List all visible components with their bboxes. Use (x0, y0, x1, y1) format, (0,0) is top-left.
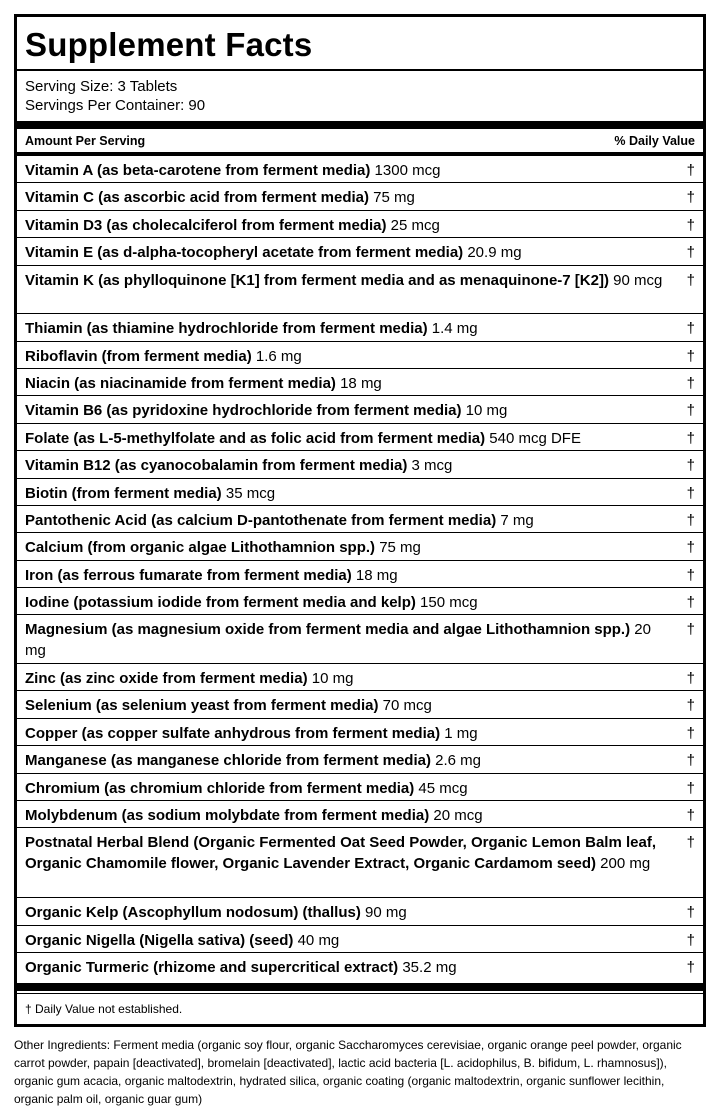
nutrient-name: Folate (as L-5-methylfolate and as folic acid from ferment media) (25, 429, 486, 447)
nutrient-name: Zinc (as zinc oxide from ferment media) (25, 670, 308, 688)
nutrient-description (25, 668, 685, 689)
nutrient-amount: 1 mg (440, 724, 478, 742)
nutrient-amount: 1.4 mg (427, 320, 478, 338)
nutrient-row (17, 506, 703, 533)
nutrient-name: Vitamin C (as ascorbic acid from ferment media) (25, 189, 369, 207)
nutrient-amount: 3 mcg (407, 457, 453, 475)
nutrient-row (17, 451, 703, 478)
nutrient-row (17, 801, 703, 828)
nutrient-description (25, 346, 685, 367)
nutrient-name: Organic Nigella (Nigella sativa) (seed) (25, 931, 294, 949)
nutrient-amount: 20.9 mg (463, 244, 522, 262)
nutrient-amount: 25 mcg (386, 216, 440, 234)
nutrient-description (25, 750, 685, 771)
nutrient-description (25, 778, 685, 799)
daily-value: † (686, 511, 695, 529)
nutrient-description (25, 270, 685, 291)
nutrient-row (17, 774, 703, 801)
nutrient-name: Iron (as ferrous fumarate from ferment media) (25, 566, 352, 584)
nutrient-description (25, 592, 685, 613)
daily-value: † (686, 402, 695, 420)
nutrient-description (25, 565, 685, 586)
nutrient-amount: 90 mg (360, 904, 407, 922)
nutrient-name: Chromium (as chromium chloride from ferment media) (25, 779, 415, 797)
nutrient-amount: 200 mg (596, 855, 651, 873)
daily-value: † (686, 931, 695, 949)
nutrient-row (17, 479, 703, 506)
amount-per-serving-label: Amount Per Serving (25, 133, 146, 148)
daily-value: † (686, 216, 695, 234)
serving-size: Serving Size: 3 Tablets (25, 78, 178, 95)
nutrient-description (25, 930, 685, 951)
nutrient-row (17, 266, 703, 315)
nutrient-name: Organic Kelp (Ascophyllum nodosum) (thallus) (25, 904, 361, 922)
nutrient-row (17, 314, 703, 341)
nutrient-description (25, 902, 685, 923)
nutrient-amount: 45 mcg (414, 779, 468, 797)
other-ingredients: Other Ingredients: Ferment media (organic soy flour, organic Saccharomyces cerevisiae, organic orange peel powder, organic carrot powder, papain [deactivated], bromelain [deactivated], lactic acid bacteria [L. acidophilus, B. bifidum, L. rhamnosus]), organic gum acacia, organic maltodextrin, hydrated silica, organic coating (organic maltodextrin, organic sunflower lecithin, organic palm oil, organic guar gum) (14, 1038, 682, 1106)
daily-value: † (686, 834, 695, 852)
daily-value: † (686, 189, 695, 207)
nutrient-name: Manganese (as manganese chloride from ferment media) (25, 752, 431, 770)
nutrient-row (17, 533, 703, 560)
nutrient-row (17, 396, 703, 423)
supplement-facts-panel (14, 14, 706, 1027)
nutrient-row (17, 561, 703, 588)
daily-value: † (686, 244, 695, 262)
daily-value: † (686, 807, 695, 824)
daily-value: † (686, 904, 695, 922)
nutrient-amount: 75 mg (375, 539, 421, 557)
daily-value: † (686, 566, 695, 584)
daily-value: † (686, 539, 695, 557)
nutrient-amount: 1.6 mg (251, 347, 302, 365)
nutrient-name: Pantothenic Acid (as calcium D-pantothenate from ferment media) (25, 511, 497, 529)
nutrient-name: Vitamin D3 (as cholecalciferol from ferment media) (25, 216, 387, 234)
daily-value: † (686, 320, 695, 338)
nutrient-amount: 7 mg (496, 511, 534, 529)
nutrient-name: Riboflavin (from ferment media) (25, 347, 252, 365)
nutrient-amount: 18 mg (351, 566, 398, 584)
nutrient-row (17, 615, 703, 664)
nutrient-amount: 1300 mcg (370, 162, 441, 179)
nutrient-amount: 75 mg (369, 189, 415, 207)
nutrient-description (25, 619, 685, 661)
nutrient-name: Iodine (potassium iodide from ferment media and kelp) (25, 594, 416, 612)
daily-value: † (686, 484, 695, 502)
nutrient-name: Magnesium (as magnesium oxide from ferment media and algae Lithothamnion spp.) (25, 621, 631, 639)
daily-value: † (686, 457, 695, 475)
nutrient-name: Organic Turmeric (rhizome and supercritical extract) (25, 958, 399, 976)
nutrient-description (25, 373, 685, 394)
nutrient-description (25, 318, 685, 339)
daily-value: † (686, 621, 695, 639)
nutrient-amount: 150 mcg (415, 594, 478, 612)
nutrient-description (25, 455, 685, 476)
nutrient-row (17, 926, 703, 953)
nutrient-row (17, 424, 703, 451)
nutrient-name: Niacin (as niacinamide from ferment media) (25, 374, 336, 392)
nutrient-description (25, 483, 685, 504)
nutrient-amount: 10 mg (307, 670, 354, 688)
nutrient-row (17, 719, 703, 746)
servings-per-container: Servings Per Container: 90 (25, 97, 206, 114)
nutrient-row (17, 746, 703, 773)
daily-value: † (686, 724, 695, 742)
nutrient-row (17, 953, 703, 980)
nutrient-name: Vitamin B12 (as cyanocobalamin from ferment media) (25, 457, 408, 475)
nutrient-amount: 540 mcg DFE (485, 429, 581, 447)
daily-value: † (686, 429, 695, 447)
nutrient-description (25, 215, 685, 236)
nutrient-description (25, 805, 685, 826)
nutrient-row (17, 588, 703, 615)
daily-value: † (686, 670, 695, 688)
nutrient-name: Copper (as copper sulfate anhydrous from ferment media) (25, 724, 441, 742)
nutrient-description (25, 242, 685, 263)
nutrient-row (17, 156, 703, 183)
nutrient-name: Postnatal Herbal Blend (Organic Fermented Oat Seed Powder, Organic Lemon Balm leaf, Organic Chamomile flower, Organic Lavender Extract, Organic Cardamom seed) (25, 834, 656, 873)
panel-title: Supplement Facts (17, 17, 703, 71)
nutrient-amount: 20 mg (25, 621, 651, 660)
nutrient-name: Thiamin (as thiamine hydrochloride from ferment media) (25, 320, 428, 338)
nutrient-row (17, 211, 703, 238)
nutrient-amount: 40 mg (293, 931, 340, 949)
footnote: † Daily Value not established. (17, 993, 703, 1017)
nutrient-name: Molybdenum (as sodium molybdate from ferment media) (25, 807, 430, 824)
nutrient-name: Calcium (from organic algae Lithothamnion spp.) (25, 539, 376, 557)
nutrient-amount: 90 mcg (608, 271, 663, 289)
nutrient-name: Selenium (as selenium yeast from ferment media) (25, 697, 379, 715)
nutrient-amount: 18 mg (335, 374, 382, 392)
nutrient-amount: 35 mcg (221, 484, 276, 502)
nutrient-description (25, 510, 685, 531)
nutrient-description (25, 723, 685, 744)
nutrient-amount: 35.2 mg (398, 958, 457, 976)
daily-value: † (686, 779, 695, 797)
nutrient-description (25, 695, 685, 716)
nutrient-description (25, 400, 685, 421)
daily-value-label: % Daily Value (614, 133, 695, 148)
nutrient-name: Biotin (from ferment media) (25, 484, 222, 502)
nutrient-description (25, 428, 685, 449)
nutrient-amount: 2.6 mg (430, 752, 481, 770)
nutrient-row (17, 342, 703, 369)
nutrient-rows (17, 156, 703, 980)
nutrient-row (17, 369, 703, 396)
nutrient-row (17, 898, 703, 925)
nutrient-row (17, 691, 703, 718)
nutrient-row (17, 664, 703, 691)
serving-info (17, 71, 703, 121)
daily-value: † (686, 271, 695, 289)
nutrient-description (25, 160, 685, 181)
nutrient-description (25, 187, 685, 208)
nutrient-amount: 10 mg (461, 402, 508, 420)
amount-header (17, 129, 703, 152)
nutrient-row (17, 183, 703, 210)
nutrient-description (25, 957, 685, 978)
nutrient-row (17, 238, 703, 265)
nutrient-amount: 70 mcg (378, 697, 432, 715)
daily-value: † (686, 162, 695, 179)
daily-value: † (686, 374, 695, 392)
nutrient-amount: 20 mcg (429, 807, 483, 824)
daily-value: † (686, 347, 695, 365)
nutrient-row (17, 828, 703, 898)
nutrient-name: Vitamin B6 (as pyridoxine hydrochloride from ferment media) (25, 402, 462, 420)
nutrient-description (25, 537, 685, 558)
thick-divider (17, 121, 703, 129)
nutrient-description (25, 832, 685, 874)
nutrient-name: Vitamin A (as beta-carotene from ferment media) (25, 162, 371, 179)
daily-value: † (686, 594, 695, 612)
daily-value: † (686, 697, 695, 715)
nutrient-name: Vitamin E (as d-alpha-tocopheryl acetate from ferment media) (25, 244, 464, 262)
daily-value: † (686, 958, 695, 976)
nutrient-name: Vitamin K (as phylloquinone [K1] from ferment media and as menaquinone-7 [K2]) (25, 271, 609, 289)
bottom-divider (17, 983, 703, 991)
daily-value: † (686, 752, 695, 770)
